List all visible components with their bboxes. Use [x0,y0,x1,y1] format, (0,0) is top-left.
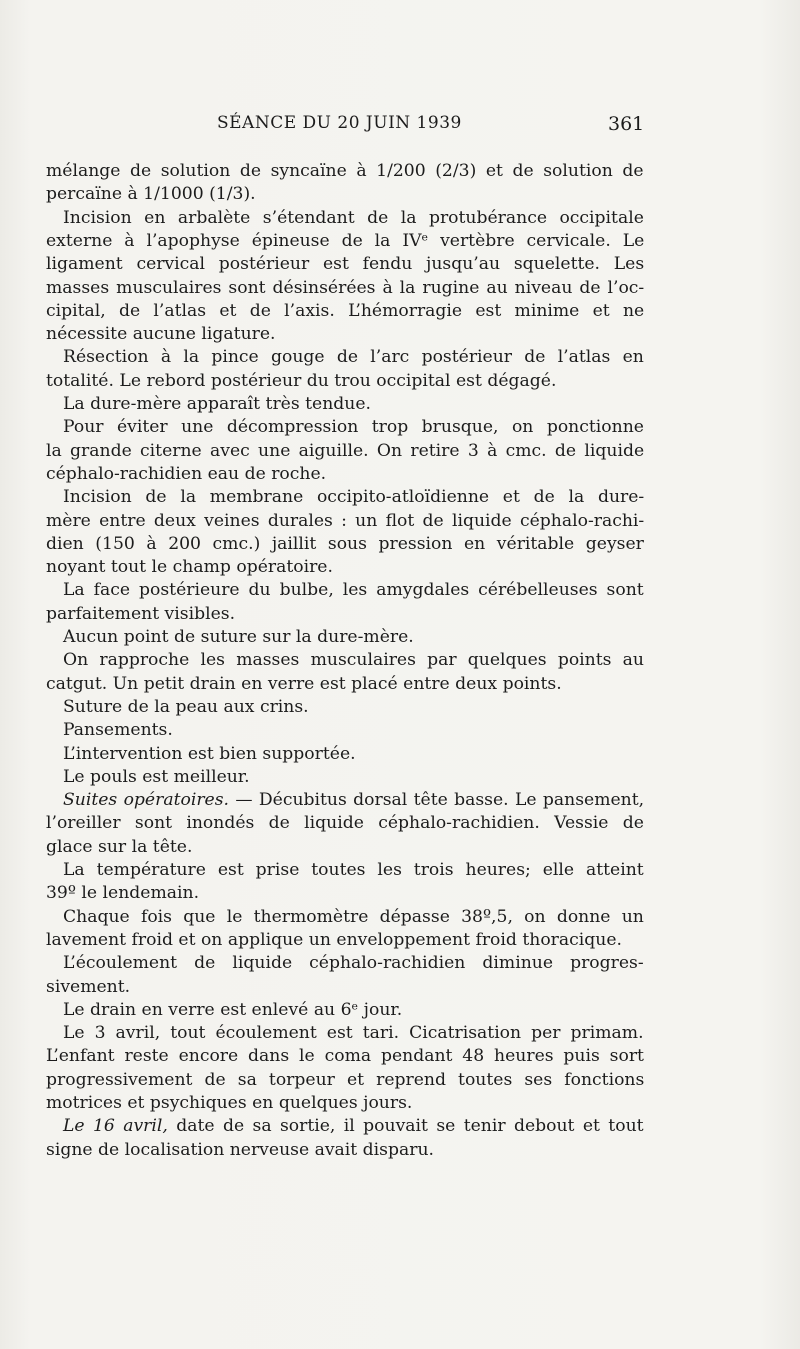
text-span: sivement. [46,976,131,997]
text-span: date de sa sortie, il pouvait se tenir debout et tout [167,1116,644,1137]
text-line [63,626,414,649]
text-span: Pour éviter une décompression trop brusque, on ponctionne [63,417,644,438]
text-line [46,323,276,346]
text-line [46,300,644,323]
text-span: Incision de la membrane occipito-atloïdienne et de la dure- [63,487,645,508]
text-line [46,370,556,393]
text-span: parfaitement visibles. [46,603,236,624]
text-span: Le drain en verre est enlevé au 6ᵉ jour. [63,999,403,1020]
text-line [63,579,644,602]
text-span: noyant tout le champ opératoire. [46,557,333,578]
text-line [63,1115,644,1138]
text-line [63,743,356,766]
text-line [63,416,644,439]
text-span: percaïne à 1/1000 (1/3). [46,184,256,205]
text-span: 39º le lendemain. [46,883,200,904]
text-line [63,346,644,369]
text-span: la grande citerne avec une aiguille. On retire 3 à cmc. de liquide [46,440,645,461]
text-span: mère entre deux veines durales : un flot de liquide céphalo-rachi- [46,510,645,531]
text-span: On rapproche les masses musculaires par quelques points au [63,650,644,671]
text-line [46,1092,412,1115]
text-line [46,253,644,276]
text-line [46,836,192,859]
text-span: L’enfant reste encore dans le coma pendant 48 heures puis sort [46,1046,644,1067]
text-span: Suture de la peau aux crins. [63,696,309,717]
text-line [63,696,309,719]
text-span: La face postérieure du bulbe, les amygdales cérébelleuses sont [63,580,644,601]
text-span: l’oreiller sont inondés de liquide céphalo-rachidien. Vessie de [46,813,644,834]
text-line [46,1139,434,1162]
text-line [46,463,326,486]
text-line [46,160,644,183]
text-line [63,1022,644,1045]
text-span: ligament cervical postérieur est fendu jusqu’au squelette. Les [46,254,645,275]
text-span: totalité. Le rebord postérieur du trou occipital est dégagé. [46,370,557,391]
text-line [46,929,622,952]
text-span: masses musculaires sont désinsérées à la rugine au niveau de l’oc- [46,277,645,298]
text-span: La température est prise toutes les trois heures; elle atteint [63,860,644,880]
text-span: L’écoulement de liquide céphalo-rachidien diminue progres- [63,953,644,974]
text-span: mélange de solution de syncaïne à 1/200 (2/3) et de solution de [46,161,644,181]
text-span: La dure-mère apparaît très tendue. [63,394,371,414]
text-line [46,673,562,696]
text-line [46,1045,644,1068]
text-line [46,277,644,300]
text-line [46,976,130,999]
text-line [46,1069,644,1092]
text-line [63,207,644,230]
text-line [63,766,250,789]
text-span: glace sur la tête. [46,836,193,857]
text-line [46,440,644,463]
text-line [63,906,644,929]
text-span: catgut. Un petit drain en verre est placé entre deux points. [46,673,562,694]
text-line [63,859,644,882]
text-line [63,719,173,742]
text-span: Le 3 avril, tout écoulement est tari. Cicatrisation per primam. [63,1023,644,1044]
text-line [46,556,333,579]
text-span: — Décubitus dorsal tête basse. Le pansement, [229,790,645,811]
text-span: Pansements. [63,720,173,741]
text-span: Le pouls est meilleur. [63,766,250,787]
italic-text: Le 16 avril, [63,1116,168,1137]
page-number: 361 [608,113,645,135]
text-span: lavement froid et on applique un enveloppement froid thoracique. [46,929,622,950]
text-line [63,952,644,975]
page-header [0,113,800,143]
text-span: Chaque fois que le thermomètre dépasse 38º,5, on donne un [63,906,644,927]
text-line [63,486,644,509]
text-span: externe à l’apophyse épineuse de la IVᵉ vertèbre cervicale. Le [46,230,645,251]
text-line [63,999,402,1022]
text-span: Résection à la pince gouge de l’arc postérieur de l’atlas en [63,347,644,368]
text-span: L’intervention est bien supportée. [63,743,356,764]
text-span: céphalo-rachidien eau de roche. [46,463,327,484]
text-line [46,533,644,556]
text-line [46,230,644,253]
text-line [63,789,644,812]
text-line [46,882,199,905]
running-head: SÉANCE DU 20 JUIN 1939 [217,113,462,133]
text-line [46,510,644,533]
text-span: Incision en arbalète s’étendant de la protubérance occipitale [63,207,644,228]
text-line [63,393,371,416]
italic-text: Suites opératoires. [63,790,229,811]
text-line [46,812,644,835]
text-line [46,183,256,206]
text-span: Aucun point de suture sur la dure-mère. [63,627,414,647]
text-span: motrices et psychiques en quelques jours. [46,1093,413,1113]
text-span: dien (150 à 200 cmc.) jaillit sous pression en véritable geyser [46,533,644,554]
text-span: cipital, de l’atlas et de l’axis. L’hémorragie est minime et ne [46,300,645,321]
text-span: signe de localisation nerveuse avait disparu. [46,1139,434,1160]
text-line [46,603,235,626]
text-line [63,649,644,672]
text-span: nécessite aucune ligature. [46,324,276,345]
text-span: progressivement de sa torpeur et reprend toutes ses fonctions [46,1069,645,1090]
